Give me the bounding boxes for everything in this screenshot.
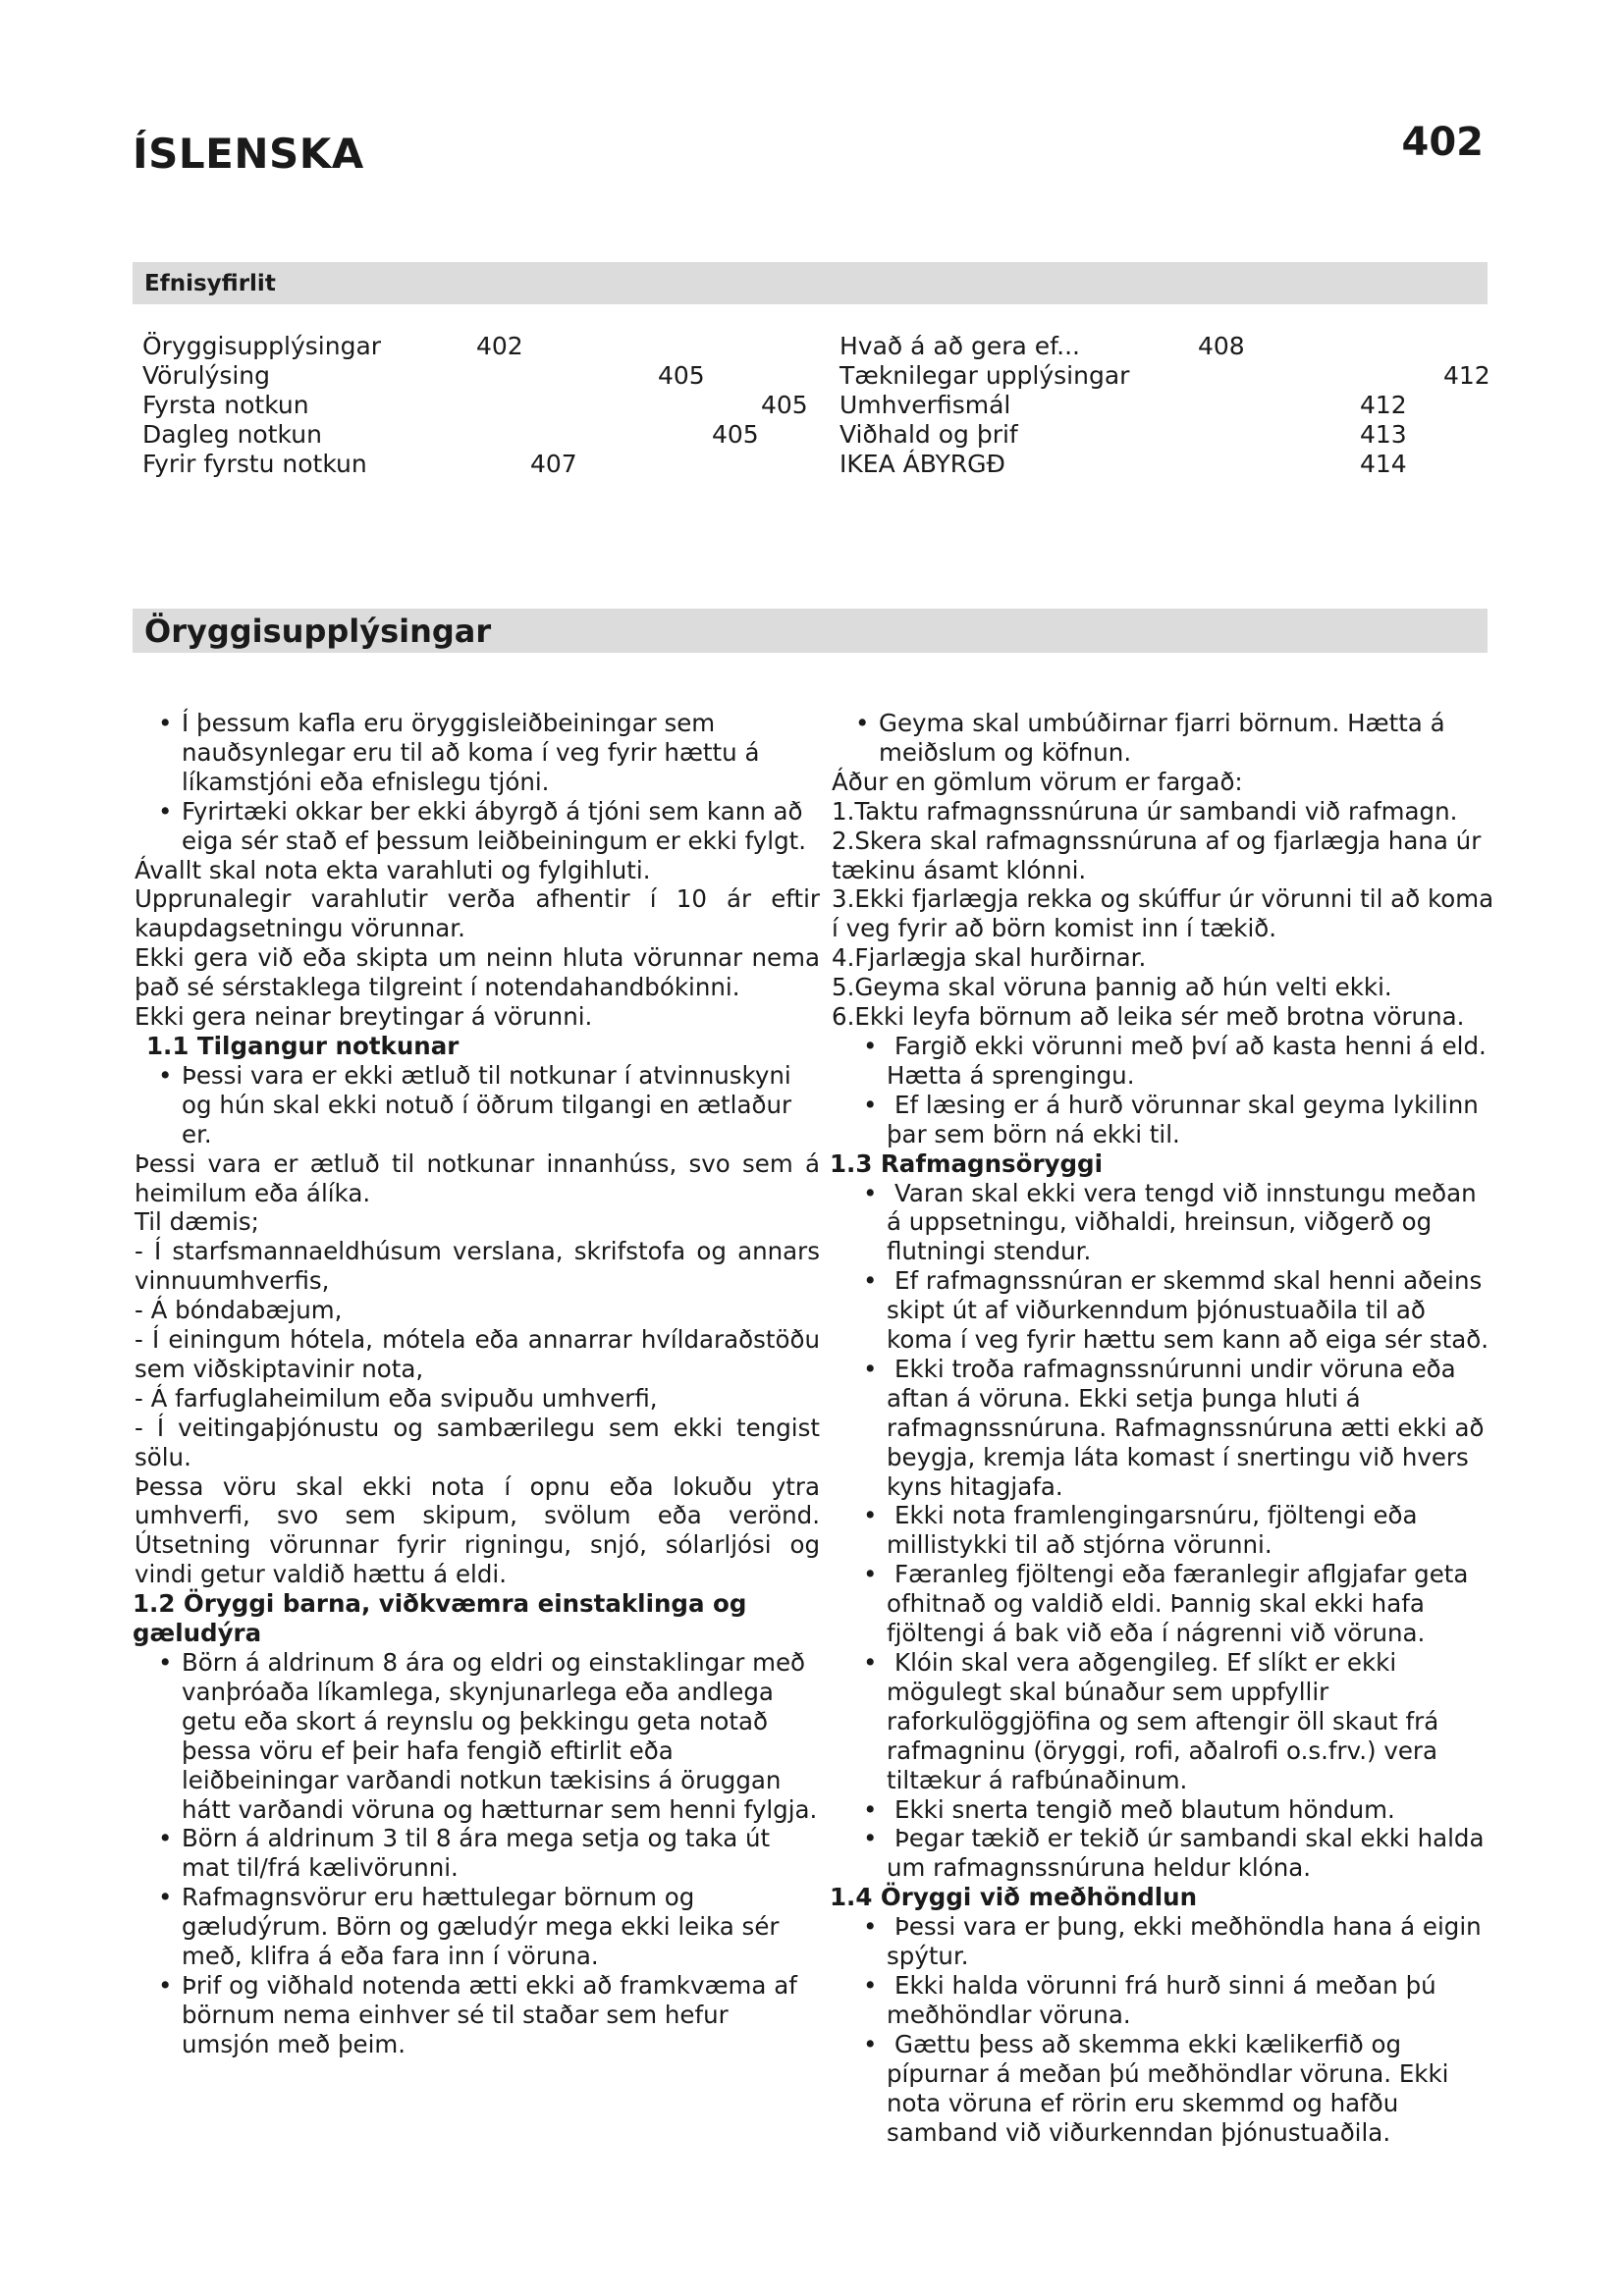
numbered-step: 4.Fjarlægja skal hurðirnar. bbox=[832, 943, 1147, 973]
toc-entry[interactable] bbox=[142, 420, 830, 450]
section-header-band bbox=[133, 609, 1488, 653]
numbered-step: 5.Geyma skal vöruna þannig að hún velti ekki. bbox=[832, 973, 1392, 1002]
list-line: - Á farfuglaheimilum eða svipuðu umhverfi, bbox=[135, 1383, 658, 1413]
toc-entry-page: 408 bbox=[1198, 332, 1245, 360]
subsection-heading: 1.3 Rafmagnsöryggi bbox=[830, 1148, 1103, 1178]
paragraph: Ekki gera við eða skipta um neinn hluta vörunnar nema það sé sérstaklega tilgreint í notendahandbókinni. bbox=[135, 943, 820, 1002]
paragraph: Áður en gömlum vörum er fargað: bbox=[832, 767, 1243, 796]
numbered-step: 1.Taktu rafmagnssnúruna úr sambandi við rafmagn. bbox=[832, 796, 1458, 826]
bullet-item: • Gættu þess að skemma ekki kælikerfið og pípurnar á meðan þú meðhöndlar vöruna. Ekki nota vöruna ef rörin eru skemmd og hafðu samband við viðurkenndan þjónustuaðila. bbox=[830, 2030, 1497, 2148]
paragraph: Til dæmis; bbox=[135, 1207, 259, 1237]
toc-entry-page: 405 bbox=[712, 420, 759, 449]
bullet-item: • Börn á aldrinum 8 ára og eldri og einstaklingar með vanþróaða líkamlega, skynjunarlega eða andlega getu eða skort á reynslu og þekkingu geta notað þessa vöru ef þeir hafa fengið eftirlit eða leiðbeiningar varðandi notkun tækisins á öruggan hátt varðandi vöruna og hætturnar sem henni fylgja. bbox=[133, 1648, 820, 1824]
toc-entry-label: Vörulýsing bbox=[142, 361, 271, 390]
list-line: - Í einingum hótela, mótela eða annarrar hvíldaraðstöðu sem viðskiptavinir nota, bbox=[135, 1325, 820, 1383]
toc-entry-page: 412 bbox=[1360, 391, 1407, 419]
bullet-item: • Ekki halda vörunni frá hurð sinni á meðan þú meðhöndlar vöruna. bbox=[830, 1971, 1497, 2030]
right-column bbox=[830, 709, 1497, 2147]
bullet-item: • Ekki snerta tengið með blautum höndum. bbox=[830, 1795, 1497, 1825]
bullet-item: • Ef rafmagnssnúran er skemmd skal henni aðeins skipt út af viðurkenndum þjónustuaðila til að koma í veg fyrir hættu sem kann að eiga sér stað. bbox=[830, 1266, 1497, 1355]
toc-entry[interactable] bbox=[142, 361, 830, 391]
toc-entry-page: 413 bbox=[1360, 420, 1407, 449]
bullet-item: • Í þessum kafla eru öryggisleiðbeiningar sem nauðsynlegar eru til að koma í veg fyrir hættu á líkamstjóni eða efnislegu tjóni. bbox=[133, 709, 820, 797]
left-column bbox=[133, 709, 820, 2059]
bullet-item: • Fyrirtæki okkar ber ekki ábyrgð á tjóni sem kann að eiga sér stað ef þessum leiðbeiningum er ekki fylgt. bbox=[133, 797, 820, 856]
list-line: - Á bóndabæjum, bbox=[135, 1296, 343, 1325]
section-title: Öryggisupplýsingar bbox=[144, 613, 492, 650]
toc-entry[interactable] bbox=[839, 332, 1488, 361]
toc-title: Efnisyfirlit bbox=[144, 271, 276, 296]
toc-header-band bbox=[133, 262, 1488, 304]
bullet-item: • Færanleg fjöltengi eða færanlegir aflgjafar geta ofhitnað og valdið eldi. Þannig skal ekki hafa fjöltengi á bak við eða í nágrenni við vöruna. bbox=[830, 1560, 1497, 1648]
toc-entry-page: 407 bbox=[530, 450, 577, 478]
toc-entry[interactable] bbox=[142, 450, 830, 479]
bullet-item: • Geyma skal umbúðirnar fjarri börnum. Hætta á meiðslum og köfnun. bbox=[830, 709, 1497, 768]
bullet-item: • Klóin skal vera aðgengileg. Ef slíkt er ekki mögulegt skal búnaður sem uppfyllir raforkulöggjöfina og sem aftengir öll skaut frá rafmagninu (öryggi, rofi, aðalrofi o.s.frv.) vera tiltækur á rafbúnaðinum. bbox=[830, 1648, 1497, 1795]
bullet-item: • Varan skal ekki vera tengd við innstungu meðan á uppsetningu, viðhaldi, hreinsun, viðgerð og flutningi stendur. bbox=[830, 1179, 1497, 1267]
toc-entry[interactable] bbox=[839, 361, 1488, 391]
list-line: - Í starfsmannaeldhúsum verslana, skrifstofa og annars vinnuumhverfis, bbox=[135, 1237, 820, 1296]
toc-entry[interactable] bbox=[142, 332, 830, 361]
subsection-heading: 1.4 Öryggi við meðhöndlun bbox=[830, 1883, 1198, 1912]
toc-entry[interactable] bbox=[142, 391, 830, 420]
numbered-step: 3.Ekki fjarlægja rekka og skúffur úr vörunni til að koma í veg fyrir að börn komist inn í tækið. bbox=[832, 884, 1494, 943]
numbered-step: 2.Skera skal rafmagnssnúruna af og fjarlægja hana úr tækinu ásamt klónni. bbox=[832, 826, 1482, 884]
bullet-item: • Þegar tækið er tekið úr sambandi skal ekki halda um rafmagnssnúruna heldur klóna. bbox=[830, 1824, 1497, 1883]
bullet-item: • Ekki troða rafmagnssnúrunni undir vöruna eða aftan á vöruna. Ekki setja þunga hluti á rafmagnssnúruna. Rafmagnssnúruna ætti ekki að beygja, kremja láta komast í snertingu við hvers kyns hitagjafa. bbox=[830, 1355, 1497, 1502]
toc-entry-page: 405 bbox=[761, 391, 808, 419]
bullet-item: • Börn á aldrinum 3 til 8 ára mega setja og taka út mat til/frá kælivörunni. bbox=[133, 1824, 820, 1883]
bullet-item: • Rafmagnsvörur eru hættulegar börnum og gæludýrum. Börn og gæludýr mega ekki leika sér með, klifra á eða fara inn í vöruna. bbox=[133, 1883, 820, 1971]
paragraph: Ekki gera neinar breytingar á vörunni. bbox=[135, 1002, 593, 1032]
toc-entry-label: Fyrir fyrstu notkun bbox=[142, 450, 367, 478]
numbered-step: 6.Ekki leyfa börnum að leika sér með brotna vöruna. bbox=[832, 1002, 1465, 1032]
subsection-heading: 1.2 Öryggi barna, viðkvæmra einstaklinga og gæludýra bbox=[133, 1589, 747, 1648]
toc-entry-label: Hvað á að gera ef... bbox=[839, 332, 1080, 360]
toc-entry-label: Fyrsta notkun bbox=[142, 391, 309, 419]
language-title: ÍSLENSKA bbox=[133, 130, 364, 178]
toc-entry[interactable] bbox=[839, 450, 1488, 479]
toc-entry-page: 405 bbox=[658, 361, 705, 390]
toc-entry[interactable] bbox=[839, 420, 1488, 450]
toc-entry[interactable] bbox=[839, 391, 1488, 420]
bullet-item: • Þessi vara er þung, ekki meðhöndla hana á eigin spýtur. bbox=[830, 1912, 1497, 1971]
bullet-item: • Þrif og viðhald notenda ætti ekki að framkvæma af börnum nema einhver sé til staðar sem hefur umsjón með þeim. bbox=[133, 1971, 820, 2059]
subsection-heading: 1.1 Tilgangur notkunar bbox=[146, 1031, 460, 1060]
toc-entry-page: 414 bbox=[1360, 450, 1407, 478]
list-line: - Í veitingaþjónustu og sambærilegu sem ekki tengist sölu. bbox=[135, 1413, 820, 1471]
toc-entry-label: Viðhald og þrif bbox=[839, 420, 1018, 449]
toc-entry-label: Öryggisupplýsingar bbox=[142, 332, 382, 360]
paragraph: Upprunalegir varahlutir verða afhentir í 10 ár eftir kaupdagsetningu vörunnar. bbox=[135, 884, 820, 943]
toc-entry-page: 402 bbox=[476, 332, 523, 360]
toc-entry-label: Dagleg notkun bbox=[142, 420, 322, 449]
toc-entry-label: Umhverfismál bbox=[839, 391, 1011, 419]
bullet-item: • Ef læsing er á hurð vörunnar skal geyma lykilinn þar sem börn ná ekki til. bbox=[830, 1091, 1497, 1149]
bullet-item: • Þessi vara er ekki ætluð til notkunar í atvinnuskyni og hún skal ekki notuð í öðrum tilgangi en ætlaður er. bbox=[133, 1061, 820, 1149]
bullet-item: • Fargið ekki vörunni með því að kasta henni á eld. Hætta á sprengingu. bbox=[830, 1032, 1497, 1091]
paragraph: Þessa vöru skal ekki nota í opnu eða lokuðu ytra umhverfi, svo sem skipum, svölum eða verönd. Útsetning vörunnar fyrir rigningu, snjó, sólarljósi og vindi getur valdið hættu á eldi. bbox=[135, 1471, 820, 1589]
paragraph: Þessi vara er ætluð til notkunar innanhúss, svo sem á heimilum eða álíka. bbox=[135, 1148, 820, 1207]
paragraph: Ávallt skal nota ekta varahluti og fylgihluti. bbox=[135, 855, 651, 884]
bullet-item: • Ekki nota framlengingarsnúru, fjöltengi eða millistykki til að stjórna vörunni. bbox=[830, 1501, 1497, 1560]
toc-entry-label: IKEA ÁBYRGÐ bbox=[839, 450, 1005, 478]
toc-entry-page: 412 bbox=[1443, 361, 1490, 390]
toc-entry-label: Tæknilegar upplýsingar bbox=[839, 361, 1130, 390]
page-number: 402 bbox=[1401, 120, 1484, 165]
